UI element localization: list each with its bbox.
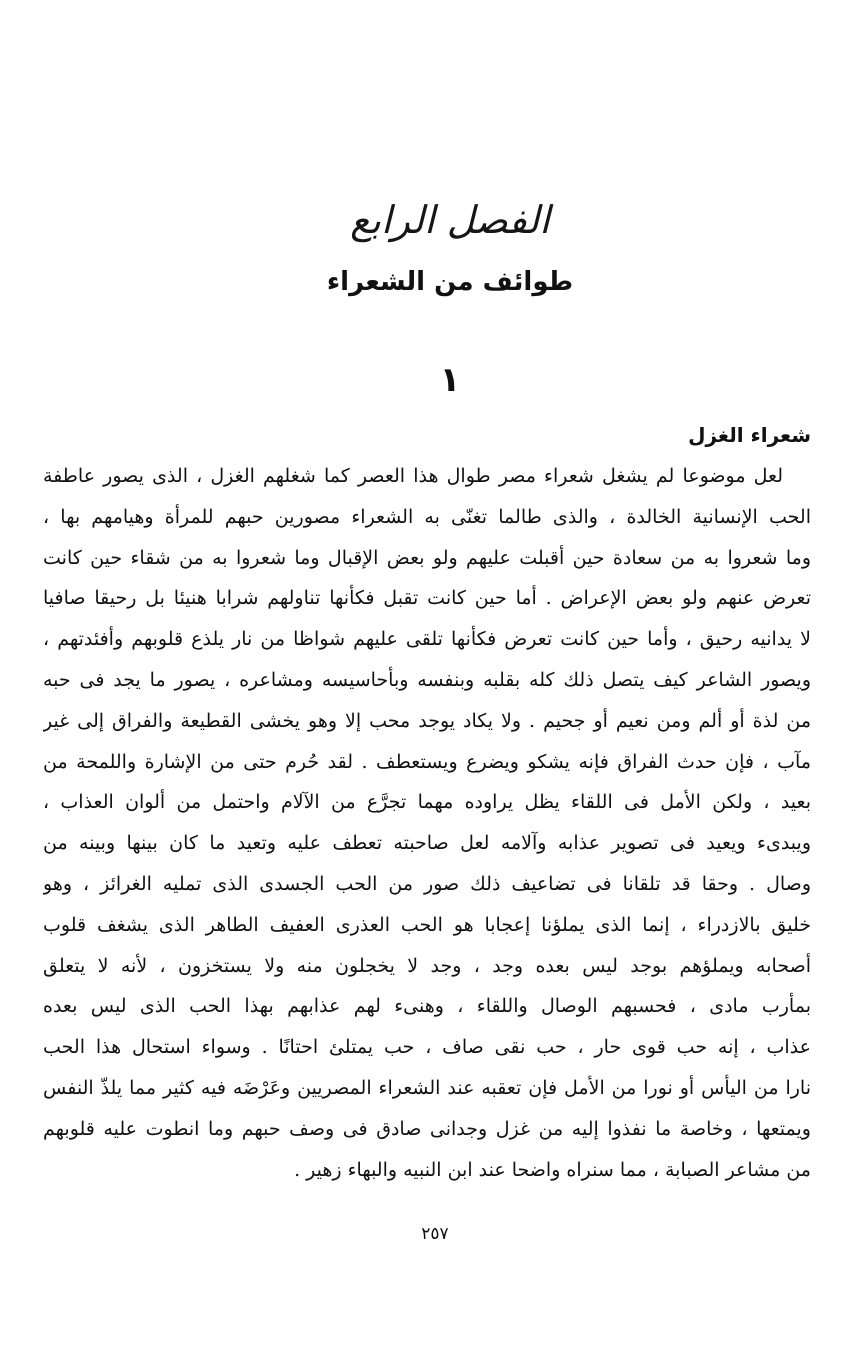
text-line: الحب الإنسانية الخالدة ، والذى طالما تغنّى به الشعراء مصورين حبهم للمرأة وهيامهم بها ، <box>43 505 811 528</box>
text-line: بعيد ، ولكن الأمل فى اللقاء يظل يراوده مهما تجرَّع من الآلام واحتمل من ألوان العذاب ، <box>43 791 811 814</box>
text-line: وما شعروا به من سعادة حين أقبلت عليهم ولو بعض الإقبال وما شعروا به من شقاء حين كانت <box>43 546 811 569</box>
section-heading: شعراء الغزل <box>688 423 811 447</box>
text-line: ويصور الشاعر كيف يتصل ذلك كله بقلبه وبنفسه وبأحاسيسه ومشاعره ، يصور ما يجد فى حبه <box>43 668 811 691</box>
text-line: خليق بالازدراء ، إنما الذى يملؤنا إعجابا هو الحب العذرى العفيف الطاهر الذى يشغف قلوب <box>43 913 811 936</box>
page-number: ٢٥٧ <box>421 1224 449 1244</box>
text-line: مآب ، فإن حدث الفراق فإنه يشكو ويضرع ويستعطف . لقد حُرم حتى من الإشارة واللمحة من <box>43 750 811 773</box>
text-line: أصحابه ويملؤهم بوجد ليس بعده وجد ، وجد لا يخجلون منه ولا يستخزون ، لأنه لا يتعلق <box>43 954 811 977</box>
text-line: عذاب ، إنه حب قوى حار ، حب نقى صاف ، حب يمتلئ احتانًا . وسواء استحال هذا الحب <box>43 1036 811 1059</box>
text-line: من مشاعر الصبابة ، مما سنراه واضحا عند ابن النبيه والبهاء زهير . <box>294 1158 811 1181</box>
text-line: لعل موضوعا لم يشغل شعراء مصر طوال هذا العصر كما شغلهم الغزل ، الذى يصور عاطفة <box>43 465 783 487</box>
text-line: تعرض عنهم ولو بعض الإعراض . أما حين كانت تقبل فكأنها تناولهم شرابا هنيئا بل رحيقا صافيا <box>43 587 811 610</box>
chapter-subtitle: طوائف من الشعراء <box>326 267 574 297</box>
chapter-title: الفصل الرابع <box>350 198 550 242</box>
text-line: لا يدانيه رحيق ، وأما حين كانت تعرض فكأنها تلقى عليهم شواظا من نار يلذع قلوبهم وأفئدتهم ، <box>43 628 811 651</box>
text-line: بمأرب مادى ، فحسبهم الوصال واللقاء ، وهنىء لهم عذابهم بهذا الحب الذى ليس بعده <box>43 995 811 1018</box>
text-line: ويمتعها ، وخاصة ما نفذوا إليه من غزل وجدانى صادق فى وصف حبهم وما انطوت عليه قلوبهم <box>43 1117 811 1140</box>
section-number: ١ <box>439 360 461 400</box>
text-line: نارا من اليأس أو نورا من الأمل فإن تعقبه عند الشعراء المصريين وعَرْضَه فيه كثير مما يلذّ النفس <box>43 1076 811 1099</box>
text-line: وصال . وحقا قد تلقانا فى تضاعيف ذلك صور من الحب الجسدى الذى تمليه الغرائز ، وهو <box>43 872 811 895</box>
text-line: من لذة أو ألم ومن نعيم أو جحيم . ولا يكاد يوجد محب إلا وهو يخشى القطيعة والفراق إلى غير <box>43 709 811 732</box>
body-paragraph <box>43 456 811 1190</box>
text-line: ويبدىء ويعيد فى تصوير عذابه وآلامه لعل صاحبته تعطف عليه وتعيد ما كان بينها وبينه من <box>43 832 811 855</box>
